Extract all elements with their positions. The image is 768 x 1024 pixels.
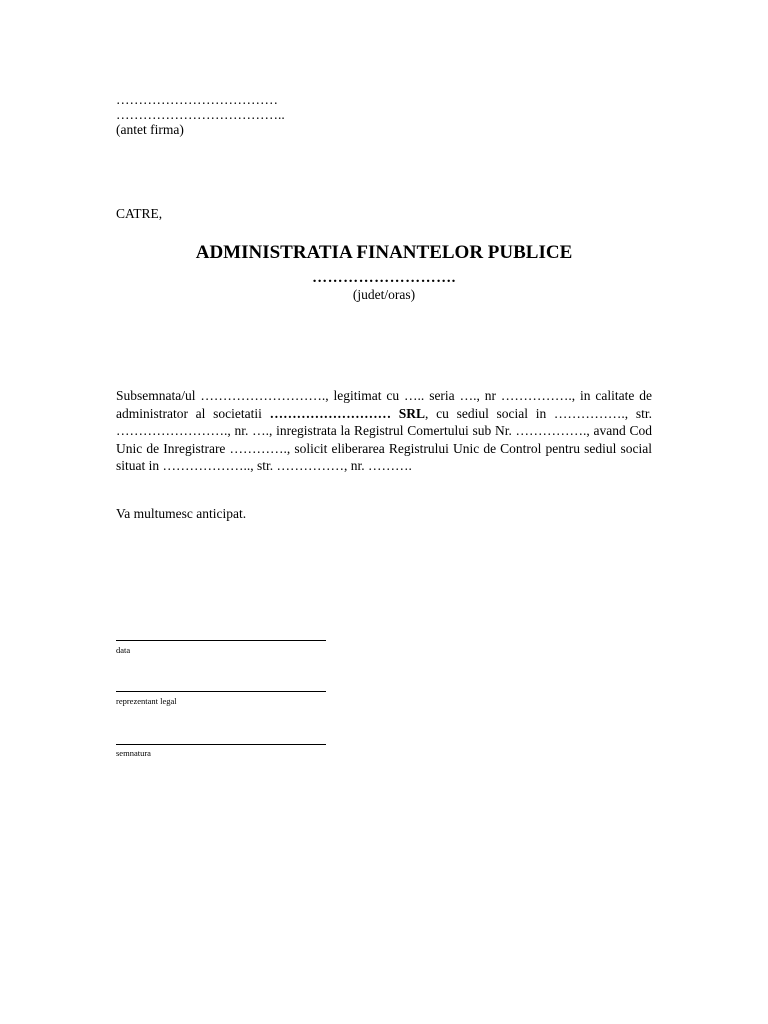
closing-text: Va multumesc anticipat.	[116, 506, 247, 521]
request-part-2: , cu sediul social in ……………., str. ……………………., nr. …., inregistrata la Registrul Comertului sub Nr. ……………., avand Cod Unic de Inregistrare …………., solicit eliberarea Registrului Unic de Control pentru sediul social situat in ……………….., str. ……………, nr. ……….	[116, 405, 652, 473]
request-part-1: Subsemnata/ul ………………………., legitimat cu ….. seria …., nr ……………., in calitate de administrator al societatii	[116, 388, 652, 421]
date-line	[116, 640, 326, 641]
letterhead-dots-1: ………………………………	[116, 92, 278, 107]
signature-line	[116, 744, 326, 745]
institution-title: ADMINISTRATIA FINANTELOR PUBLICE	[195, 242, 573, 263]
institution-blank: ……………………….	[312, 270, 456, 286]
addressee-to: CATRE,	[116, 206, 163, 221]
request-paragraph	[116, 387, 652, 475]
letterhead-dots-2: ………………………………..	[116, 107, 285, 122]
date-label: data	[116, 645, 131, 655]
representative-label: reprezentant legal	[116, 696, 177, 706]
representative-line	[116, 691, 326, 692]
signature-label: semnatura	[116, 748, 151, 758]
letterhead-caption: (antet firma)	[116, 122, 184, 137]
institution-hint: (judet/oras)	[352, 287, 416, 302]
company-name-blank: ……………………… SRL	[269, 405, 426, 421]
